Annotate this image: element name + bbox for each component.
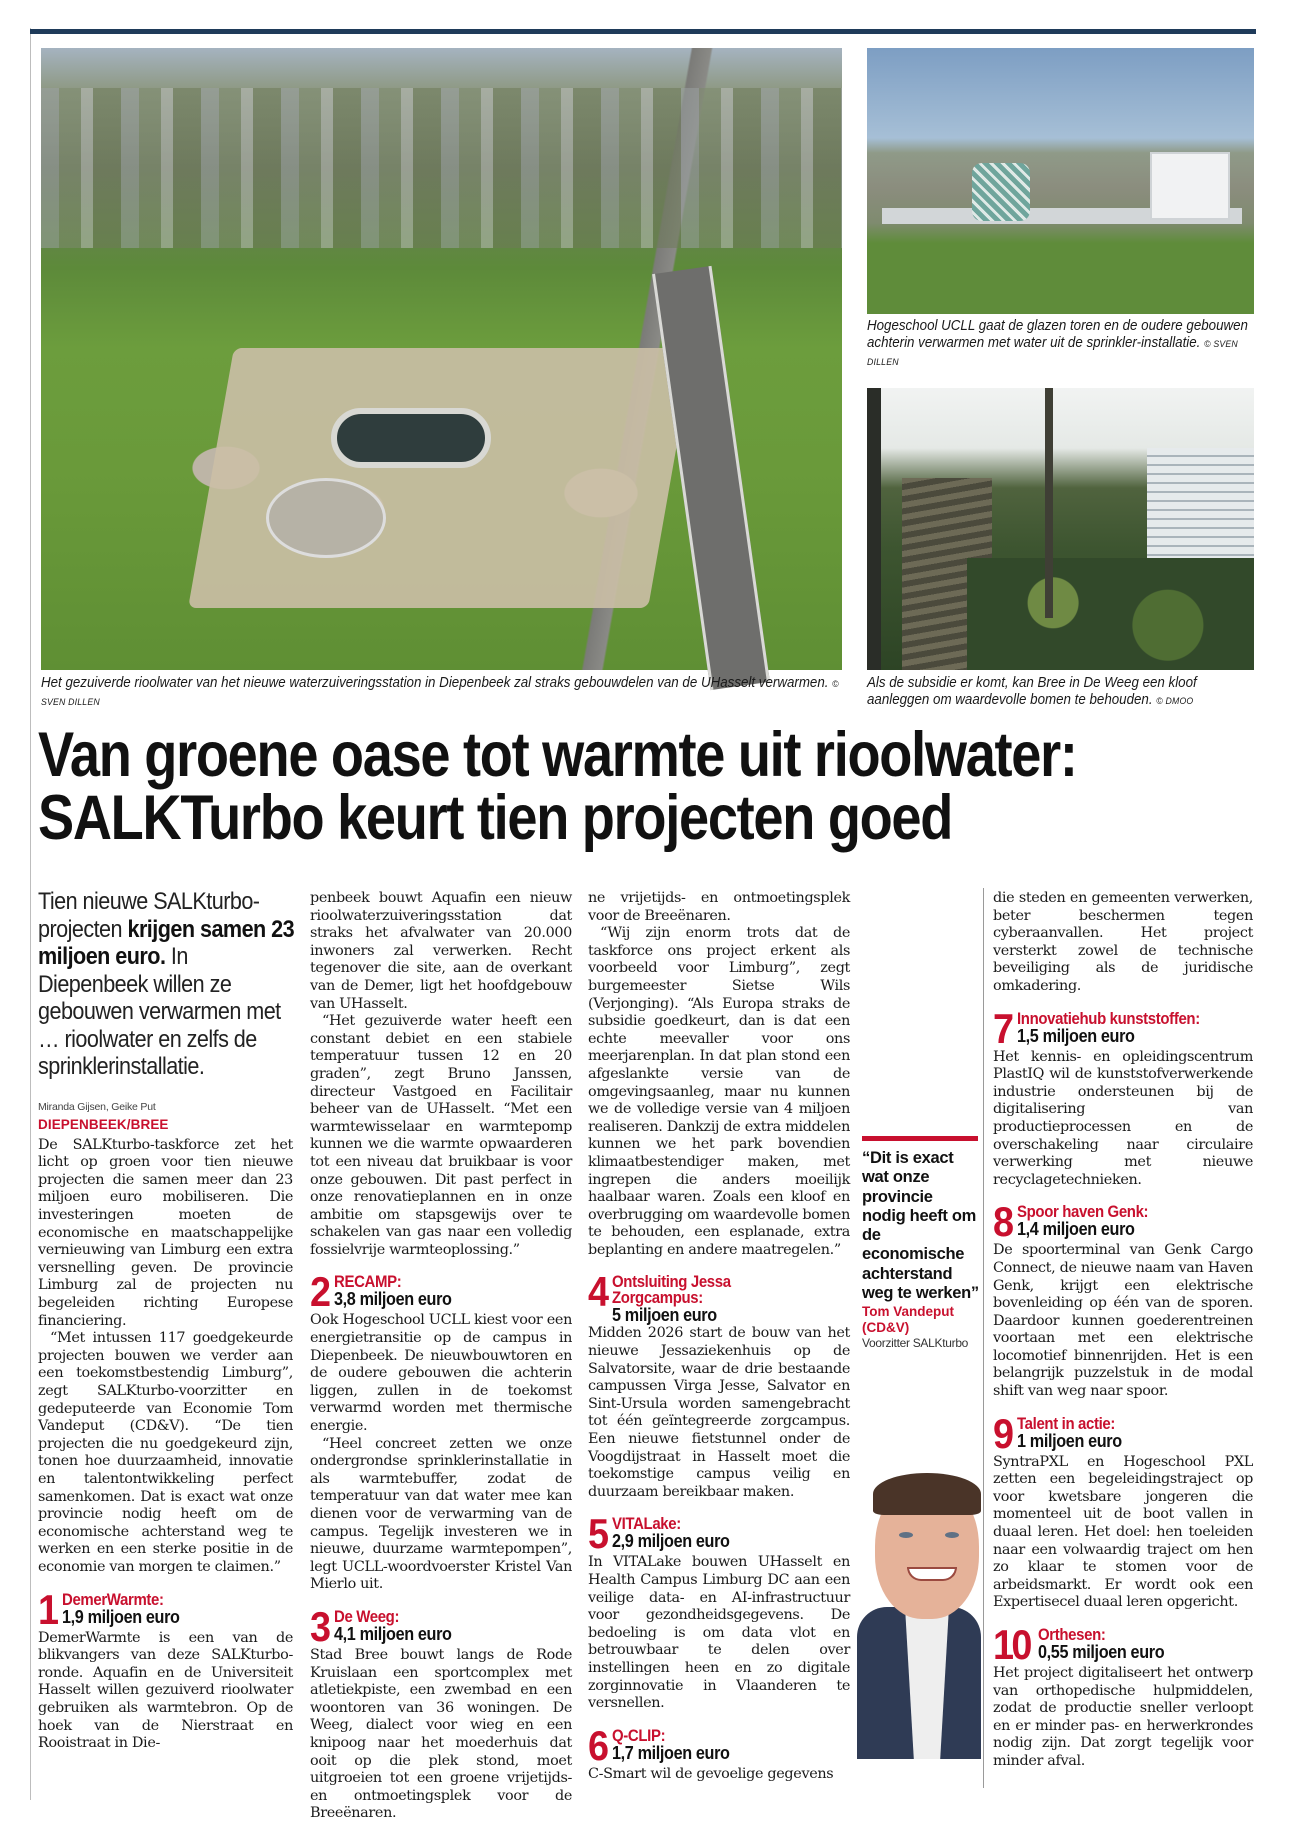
body-paragraph: “Met intussen 117 goedgekeurde projecten bouwen we verder aan een toekomstbestendig Limburg”, zegt SALKturbo-voorzitter en gedeputeerde van Economie Tom Vandeput (CD&V). “De tien projecten die nu goedgekeurd zijn, tonen hoe duurzaamheid, innovatie en talentontwikkeling perfect samenkomen. Dat is exact wat onze provincie nodig heeft om de economische achterstand weg te werken en een sterke positie in de economie van morgen te claimen.”	[38, 1330, 293, 1575]
headline-line-1: Van groene oase tot warmte uit rioolwater:	[38, 720, 1077, 790]
intro-highlight: krijgen samen 23 miljoen euro.	[38, 915, 295, 970]
project-number: 4	[588, 1268, 607, 1316]
article-column-2	[310, 890, 572, 1822]
project-paragraph: Midden 2026 start de bouw van het nieuwe Jessaziekenhuis op de Salvatorsite, waar de drie bestaande campussen Virga Jesse, Salvator en Sint-Ursula worden samengebracht tot één geïntegreerde zorgcampus. Een nieuwe fietstunnel onder de Voogdijstraat in Hasselt moet die toekomstige campus veilig en duurzaam bereikbaar maken.	[588, 1325, 850, 1500]
project-heading-8	[993, 1198, 1253, 1246]
photo-caption-bree: Als de subsidie er komt, kan Bree in De Weeg een kloof aanleggen om waardevolle bomen te behouden. © DMOO	[867, 675, 1197, 708]
quote-author: Tom Vandeput (CD&V)	[862, 1304, 955, 1336]
photo-credit: © DMOO	[1156, 696, 1194, 707]
project-paragraph: SyntraPXL en Hogeschool PXL zetten een begeleidingstraject op voor kwetsbare jongeren die momenteel uit de boot vallen in duaal leren. Het doel: hen toeleiden naar een volwaardig traject om hen zo klaar te stomen voor de arbeidsmarkt. Er wordt ook een Expertisecel duaal leren opgericht.	[993, 1453, 1253, 1611]
pull-quote	[862, 1136, 980, 1351]
project-number: 6	[588, 1721, 607, 1769]
project-heading-3	[310, 1602, 572, 1650]
dateline: DIEPENBEEK/BREE	[38, 1117, 169, 1133]
photo-credit: © SVEN DILLEN	[867, 339, 1238, 368]
project-heading-5	[588, 1510, 850, 1558]
project-heading-1	[38, 1585, 293, 1633]
photo-ucll-campus	[867, 48, 1254, 314]
byline: Miranda Gijsen, Geike Put	[38, 1100, 156, 1113]
top-rule	[30, 29, 1256, 34]
photo-construction-site	[188, 348, 694, 608]
project-name: Spoor haven Genk:	[1017, 1202, 1149, 1222]
project-amount: 1,4 miljoen euro	[1017, 1219, 1135, 1240]
project-amount: 0,55 miljoen euro	[1037, 1642, 1164, 1662]
project-number: 5	[588, 1510, 607, 1558]
column-divider	[983, 888, 984, 1788]
article-column-3	[588, 890, 850, 1783]
project-name: Orthesen:	[1037, 1625, 1106, 1644]
project-amount: 5 miljoen euro	[612, 1305, 718, 1326]
article-column-5	[993, 890, 1253, 1771]
project-amount: 1,5 miljoen euro	[1017, 1025, 1135, 1046]
photo-town-area	[41, 88, 842, 248]
quote-role: Voorzitter SALKturbo	[862, 1336, 969, 1351]
quote-text: “Dit is exact wat onze provincie nodig heeft om de economische achterstand weg te werken”	[862, 1149, 979, 1303]
project-amount: 2,9 miljoen euro	[612, 1531, 730, 1552]
project-heading-10	[993, 1621, 1253, 1668]
body-paragraph: De SALKturbo-taskforce zet het licht op groen voor tien nieuwe projecten die samen meer dan 23 miljoen euro mobiliseren. Die investeringen moeten de economische en maatschappelijke vernieuwing van Limburg een extra versnelling geven. De provincie Limburg zal de projecten nu begeleiden richting Europese financiering.	[38, 1136, 293, 1329]
project-paragraph: “Het gezuiverde water heeft een constant debiet en een stabiele temperatuur tussen 12 en 20 graden”, zegt Bruno Janssen, directeur Vastgoed en Facilitair beheer van de UHasselt. “Met een warmtewisselaar en warmtepomp kunnen we die warmte opwaarderen tot een niveau dat bruikbaar is voor onze gebouwen. Dit past perfect in onze renovatieplannen en in onze ambitie om stapsgewijs over te schakelen van gas naar een volledig fossielvrije warmteoplossing.”	[310, 1013, 572, 1258]
project-paragraph: Het project digitaliseert het ontwerp van orthopedische hulpmiddelen, zodat de productie sneller verloopt en er minder pas- en herwerkrondes nodig zijn. Dat zorgt tegelijk voor minder afval.	[993, 1665, 1253, 1769]
portrait-eye	[899, 1532, 913, 1538]
quote-rule	[862, 1136, 978, 1141]
project-paragraph: “Heel concreet zetten we onze ondergrondse sprinklerinstallatie in als warmtebuffer, zodat de temperatuur van dat water mee kan dienen voor de verwarming van de campus. Tegelijk investeren we in nieuwe, duurzame warmtepompen”, legt UCLL-woordvoerster Kristel Van Mierlo uit.	[310, 1435, 572, 1593]
project-heading-9	[993, 1409, 1253, 1457]
project-amount: 1 miljoen euro	[1017, 1430, 1123, 1451]
project-number: 2	[310, 1268, 329, 1316]
photo-credit: © SVEN DILLEN	[41, 679, 839, 708]
project-paragraph: die steden en gemeenten verwerken, beter beschermen tegen cyberaanvallen. Het project versterkt zowel de technische beveiliging als de juridische omkadering.	[993, 890, 1253, 994]
article-column-1	[38, 888, 293, 1753]
project-paragraph: DemerWarmte is een van de blikvangers van deze SALKturbo-ronde. Aquafin en de Universiteit Hasselt willen gezuiverd rioolwater gebruiken als warmtebron. Op de hoek van de Nierstraat en Rooistraat in Die-	[38, 1629, 293, 1752]
project-paragraph: De spoorterminal van Genk Cargo Connect, de nieuwe naam van Haven Genk, krijgt een elektrische bovenleiding op één van de sporen. Daardoor kunnen goederentreinen voortaan met een elektrische locomotief binnenrijden. Het is een belangrijk puzzelstuk in de modal shift van weg naar spoor.	[993, 1242, 1253, 1400]
article-intro: Tien nieuwe SALKturbo-projecten krijgen samen 23 miljoen euro. In Diepenbeek willen ze gebouwen verwarmen met … rioolwater en zelfs de sprinklerinstallatie.	[38, 888, 295, 1080]
photo-caption-ucll: Hogeschool UCLL gaat de glazen toren en de oudere gebouwen achterin verwarmen met water uit de sprinkler-installatie. © SVEN DILLEN	[867, 318, 1248, 368]
headline-line-2: SALKTurbo keurt tien projecten goed	[38, 783, 953, 853]
project-paragraph: C-Smart wil de gevoelige gegevens	[588, 1765, 834, 1782]
project-number: 3	[310, 1602, 329, 1650]
project-number: 7	[993, 1004, 1012, 1052]
photo-basin	[331, 408, 491, 468]
project-heading-2	[310, 1268, 572, 1316]
project-heading-4	[588, 1268, 850, 1326]
project-paragraph: “Wij zijn enorm trots dat de taskforce ons project erkent als voorbeeld voor Limburg”, zegt burgemeester Sietse Wils (Verjonging). “Als Europa straks de subsidie goedkeurt, dan is dat een echte meevaller voor ons meerjarenplan. In dat plan stond een afgeslankte versie van de omgevingsaanleg, maar nu kunnen we de volledige versie van 4 miljoen realiseren. Dankzij de extra middelen kunnen we het park bovendien klimaatbestendiger maken, met ingrepen die anders moeilijk haalbaar waren. Zoals een kloof en overbrugging om waardevolle bomen te behouden, een esplanade, extra beplanting en andere maatregelen.”	[588, 925, 850, 1258]
project-name: Q-CLIP:	[612, 1725, 666, 1745]
project-name: Ontsluiting Jessa Zorgcampus:	[612, 1272, 732, 1308]
portrait-eye	[945, 1532, 959, 1538]
photo-bree-de-weeg	[867, 388, 1254, 670]
project-name: Innovatiehub kunststoffen:	[1017, 1008, 1201, 1028]
project-name: De Weeg:	[334, 1606, 400, 1626]
photo-caption-main: Het gezuiverde rioolwater van het nieuwe waterzuiveringsstation in Diepenbeek zal straks gebouwdelen van de UHasselt verwarmen. © SVEN DILLEN	[41, 675, 839, 708]
project-amount: 3,8 miljoen euro	[334, 1289, 452, 1310]
photo-apartment-building	[1147, 448, 1254, 558]
photo-tree-trunk	[867, 388, 881, 670]
project-number: 10	[993, 1621, 1030, 1668]
project-paragraph: Stad Bree bouwt langs de Rode Kruislaan een sportcomplex met atletiekpiste, een zwembad en een woontoren van 36 woningen. De Weeg, dialect voor wieg en een knipoog naar het moederhuis dat ooit op die plek stond, moet uitgroeien tot een groene vrijetijds- en ontmoetingsplek voor de Breeënaren.	[310, 1646, 572, 1822]
project-paragraph: Ook Hogeschool UCLL kiest voor een energietransitie op de campus in Diepenbeek. De nieuwbouwtoren en de oudere gebouwen die achterin liggen, zullen in de toekomst verwarmd worden met thermische energie.	[310, 1312, 572, 1435]
article-headline	[38, 720, 1104, 853]
project-paragraph: Het kennis- en opleidingscentrum PlastIQ wil de kunststofverwerkende industrie ondersteunen bij de digitalisering van productieprocessen en de overschakeling naar circulaire verwerking met nieuwe recyclagetechnieken.	[993, 1048, 1253, 1188]
photo-tree-trunk	[1045, 388, 1053, 618]
project-number: 9	[993, 1409, 1012, 1457]
portrait-smile	[907, 1567, 957, 1581]
project-amount: 1,9 miljoen euro	[62, 1606, 180, 1627]
photo-foliage	[967, 558, 1254, 670]
portrait-hair	[873, 1473, 981, 1515]
photo-water-treatment-plant	[41, 48, 842, 670]
project-name: RECAMP:	[334, 1272, 402, 1292]
project-heading-7	[993, 1004, 1253, 1052]
project-paragraph: In VITALake bouwen UHasselt en Health Campus Limburg DC aan een veilige data- en AI-infrastructuur voor gezondheidsgegevens. De bedoeling is om data vlot en betrouwbaar te delen over instellingen heen en zo digitale zorginnovatie in Vlaanderen te versnellen.	[588, 1554, 850, 1712]
project-number: 8	[993, 1198, 1012, 1246]
project-paragraph: ne vrijetijds- en ontmoetingsplek voor de Breeënaren.	[588, 890, 850, 924]
portrait-tom-vandeput	[857, 1437, 981, 1759]
project-name: VITALake:	[612, 1514, 682, 1534]
photo-white-building	[1150, 152, 1230, 220]
photo-glass-tower	[972, 163, 1030, 221]
photo-circular-tank	[266, 478, 386, 558]
project-name: DemerWarmte:	[62, 1589, 164, 1609]
project-amount: 1,7 miljoen euro	[612, 1742, 730, 1763]
project-name: Talent in actie:	[1017, 1413, 1116, 1433]
project-amount: 4,1 miljoen euro	[334, 1623, 452, 1644]
project-number: 1	[38, 1585, 57, 1633]
project-heading-6	[588, 1721, 850, 1769]
project-paragraph: penbeek bouwt Aquafin een nieuw rioolwaterzuiveringsstation dat straks het afvalwater van 20.000 inwoners zal verwerken. Recht tegenover die site, aan de overkant van de Demer, ligt het hoofdgebouw van UHasselt.	[310, 890, 572, 1012]
